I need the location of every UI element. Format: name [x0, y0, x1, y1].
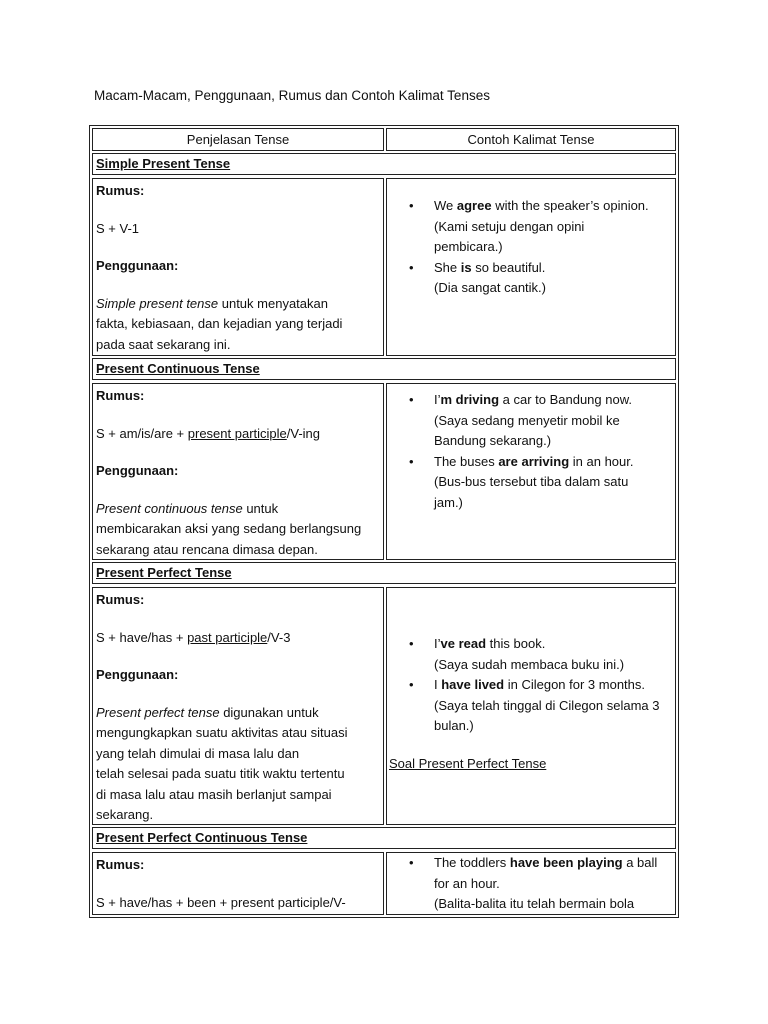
example-cell: [386, 383, 676, 560]
bullet-icon: •: [409, 198, 414, 213]
penggunaan-label: Penggunaan:: [96, 258, 179, 273]
example-cell: [386, 587, 676, 825]
example-item: • I’m driving a car to Bandung now. (Saya sedang menyetir mobil ke Bandung sekarang.): [409, 392, 632, 448]
example-cell: [386, 178, 676, 356]
bullet-icon: •: [409, 636, 414, 651]
soal-present-perfect-link[interactable]: Soal Present Perfect Tense: [389, 756, 547, 771]
column-header-penjelasan: Penjelasan Tense: [92, 128, 384, 151]
usage-text: Present perfect tense digunakan untuk: [96, 704, 319, 720]
usage-text: Present continuous tense untuk: [96, 500, 279, 516]
explanation-cell: Rumus: S + V-1 Penggunaan: Simple present tense untuk menyatakan fakta, kebiasaan, dan kejadian yang terjadi pada saat sekarang ini.: [92, 178, 384, 356]
section-heading: Simple Present Tense: [92, 153, 676, 175]
column-header-contoh: Contoh Kalimat Tense: [386, 128, 676, 151]
formula: S + V-1: [96, 220, 139, 236]
explanation-cell: Rumus: S + have/has + past participle/V-3 Penggunaan: Present perfect tense digunakan untuk mengungkapkan suatu aktivitas atau situasi yang telah dimulai di masa lalu dan telah selesai pada suatu titik waktu tertentu di masa lalu atau masih berlanjut sampai sekarang.: [92, 587, 384, 825]
example-item: • I have lived in Cilegon for 3 months. (Saya telah tinggal di Cilegon selama 3 bulan.): [409, 677, 660, 733]
example-item: • We agree with the speaker’s opinion. (Kami setuju dengan opini pembicara.): [409, 198, 649, 254]
bullet-icon: •: [409, 259, 414, 275]
bullet-icon: •: [409, 677, 414, 692]
section-heading: Present Perfect Tense: [92, 562, 676, 584]
bullet-icon: •: [409, 855, 414, 870]
example-item: • The toddlers have been playing a ball for an hour. (Balita-balita itu telah bermain bola: [409, 855, 658, 911]
bullet-icon: •: [409, 453, 414, 469]
explanation-cell: Rumus: S + am/is/are + present participle/V-ing Penggunaan: Present continuous tense untuk membicarakan aksi yang sedang berlangsung sekarang atau rencana dimasa depan.: [92, 383, 384, 560]
example-item: • She is so beautiful. (Dia sangat cantik.): [409, 259, 546, 295]
section-heading: Present Perfect Continuous Tense: [92, 827, 676, 849]
formula: S + have/has + been + present participle/V-: [96, 894, 346, 910]
page-title: Macam-Macam, Penggunaan, Rumus dan Contoh Kalimat Tenses: [94, 88, 490, 103]
usage-text: Simple present tense untuk menyatakan: [96, 295, 328, 311]
rumus-label: Rumus:: [96, 183, 145, 198]
tenses-table: [89, 125, 679, 918]
example-cell: [386, 852, 676, 915]
explanation-cell: Rumus: S + have/has + been + present participle/V-: [92, 852, 384, 915]
bullet-icon: •: [409, 392, 414, 407]
example-item: • I’ve read this book. (Saya sudah membaca buku ini.): [409, 636, 625, 672]
formula: S + am/is/are + present participle/V-ing: [96, 425, 321, 441]
example-item: • The buses are arriving in an hour. (Bus-bus tersebut tiba dalam satu jam.): [409, 453, 634, 510]
section-heading: Present Continuous Tense: [92, 358, 676, 380]
formula: S + have/has + past participle/V-3: [96, 629, 291, 645]
